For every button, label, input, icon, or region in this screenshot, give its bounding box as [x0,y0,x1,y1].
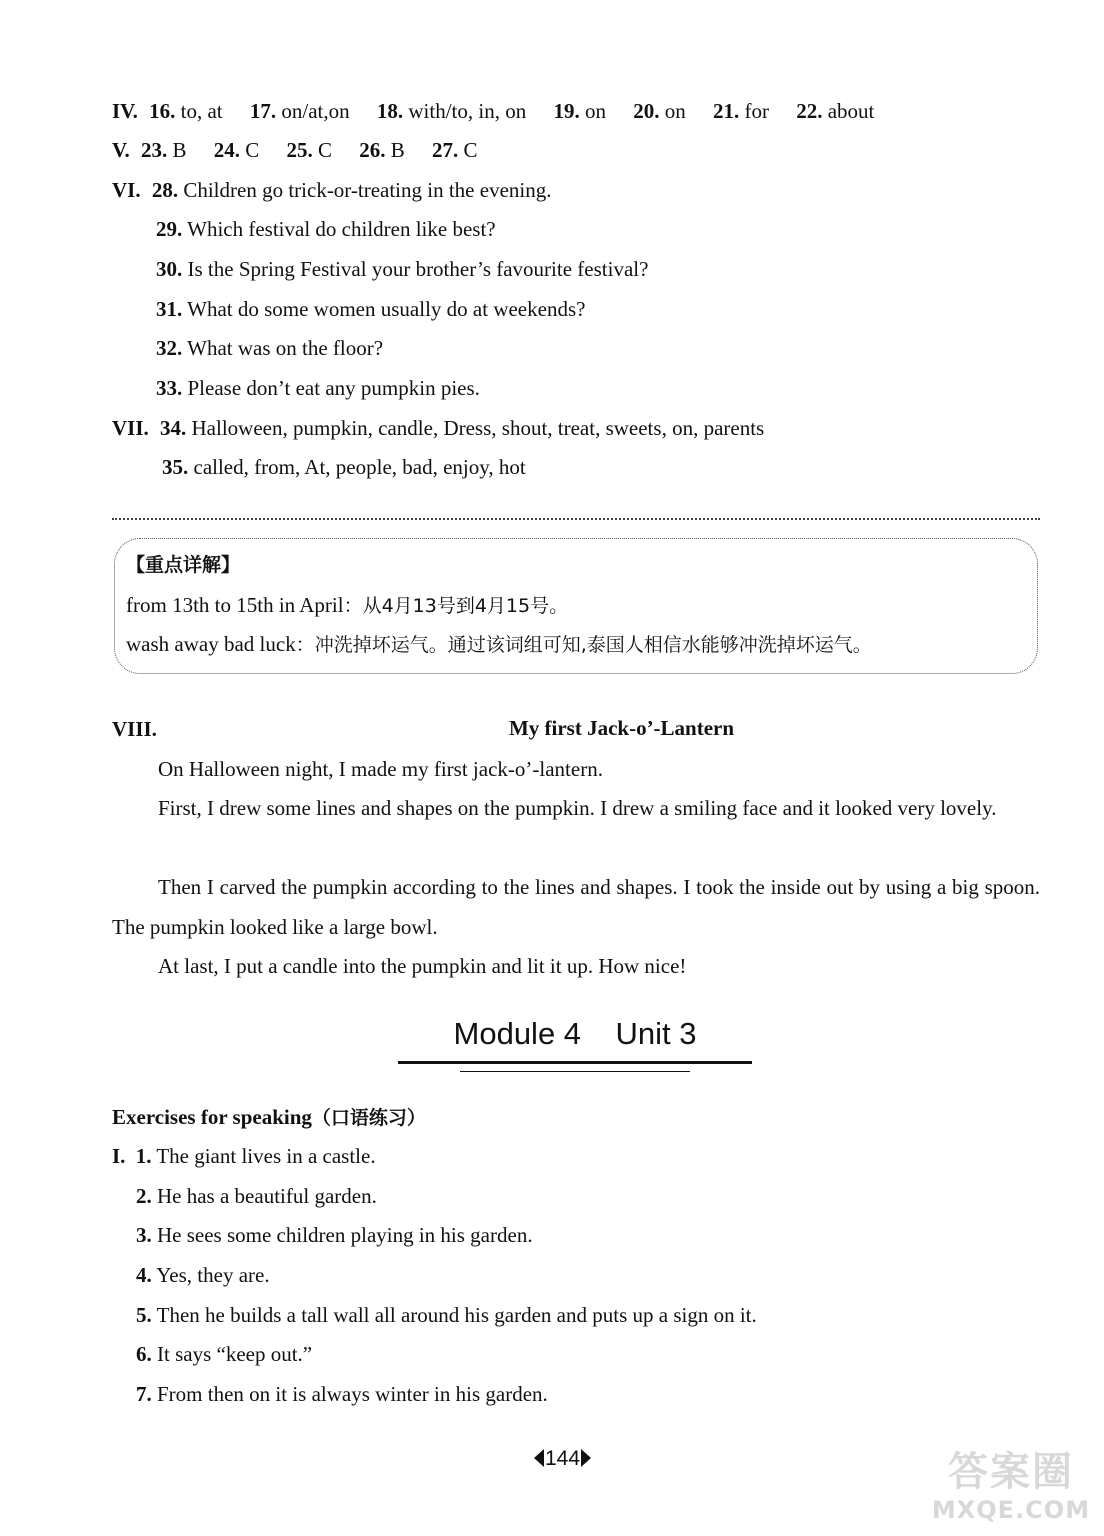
item-answer: Please don’t eat any pumpkin pies. [187,376,480,400]
section-heading [112,1104,426,1131]
item-number: 2. [136,1184,152,1208]
item-answer: He has a beautiful garden. [157,1184,377,1208]
item-answer: B [390,138,405,162]
item-number: 31. [156,297,183,321]
item-answer: called, from, At, people, bad, enjoy, hot [193,455,526,479]
item-number: 30. [156,257,183,281]
item-number: 17. [249,99,277,123]
dotted-divider [112,518,1040,520]
item-answer: From then on it is always winter in his garden. [157,1382,548,1406]
speaking-item [136,1262,270,1288]
page-number-value: 144 [545,1447,581,1470]
title-underline-thin [460,1071,690,1072]
item-number: 27. [432,138,459,162]
section-vi-item [112,177,551,203]
item-answer: C [245,138,260,162]
speaking-item [136,1341,312,1367]
watermark [926,1448,1096,1532]
item-number: 35. [162,455,189,479]
item-number: 21. [712,99,740,123]
speaking-item [136,1222,533,1248]
section-label: I. [112,1144,126,1168]
section-vi-item [156,216,496,242]
item-answer: What was on the floor? [187,336,384,360]
section-vii-item [162,454,526,480]
item-answer: Halloween, pumpkin, candle, Dress, shout, treat, sweets, on, parents [191,416,765,440]
essay-paragraph: On Halloween night, I made my first jack-o’-lantern. [158,757,603,781]
item-number: 16. [149,99,176,123]
section-label: VII. [112,416,149,440]
item-answer: He sees some children playing in his garden. [157,1223,533,1247]
essay-paragraph: First, I drew some lines and shapes on the pumpkin. I drew a smiling face and it looked very lovely. [158,796,997,820]
item-answer: to, at [180,99,223,123]
section-heading-en: Exercises for speaking [112,1105,312,1129]
essay-paragraph: At last, I put a candle into the pumpkin and lit it up. How nice! [158,954,687,978]
section-label: VIII. [112,717,157,741]
item-number: 32. [156,336,183,360]
item-answer: Children go trick-or-treating in the evening. [183,178,552,202]
item-answer: on [664,99,686,123]
speaking-item [136,1381,548,1407]
arrow-left-icon [534,1449,544,1467]
item-number: 20. [633,99,660,123]
note-phrase: from 13th to 15th in April [126,593,344,617]
section-label: IV. [112,99,138,123]
item-number: 25. [286,138,313,162]
watermark-en: MXQE.COM [931,1496,1091,1524]
section-vi-item [156,335,383,361]
note-line [126,631,872,658]
item-answer: with/to, in, on [408,99,527,123]
note-explanation: ：冲洗掉坏运气。通过该词组可知,泰国人相信水能够冲洗掉坏运气。 [295,634,872,656]
item-number: 4. [136,1263,152,1287]
note-line [126,592,568,619]
note-title: 【重点详解】 [126,554,241,576]
item-number: 34. [160,416,187,440]
item-answer: Is the Spring Festival your brother’s favourite festival? [187,257,649,281]
item-number: 33. [156,376,183,400]
speaking-item [136,1302,757,1328]
essay-title: My first Jack-o’-Lantern [508,716,735,740]
essay-paragraph: Then I carved the pumpkin according to the lines and shapes. I took the inside out by using a big spoon. The pumpkin looked like a large bowl. [112,875,1040,939]
page-number [534,1446,591,1472]
note-phrase: wash away bad luck [126,632,296,656]
item-answer: about [827,99,875,123]
item-answer: on/at,on [281,99,350,123]
section-vi-item [156,375,480,401]
arrow-right-icon [581,1449,591,1467]
section-vi-item [156,296,585,322]
item-number: 28. [151,178,179,202]
item-number: 3. [136,1223,152,1247]
item-answer: Yes, they are. [156,1263,270,1287]
item-answer: C [318,138,333,162]
item-answer: on [584,99,606,123]
title-underline [398,1061,752,1064]
item-number: 1. [135,1144,152,1168]
item-number: 5. [136,1303,152,1327]
item-number: 29. [156,217,183,241]
item-number: 19. [553,99,580,123]
item-number: 23. [140,138,168,162]
item-number: 24. [213,138,240,162]
section-iv [112,98,874,124]
section-vi-item [156,256,648,282]
section-heading-cn: （口语练习） [311,1107,426,1129]
section-v [112,137,478,163]
item-answer: C [463,138,478,162]
item-answer: for [744,99,769,123]
item-answer: What do some women usually do at weekends? [187,297,586,321]
speaking-item [136,1183,377,1209]
item-answer: The giant lives in a castle. [156,1144,376,1168]
section-vii-item [112,415,764,441]
module-title: Module 4 Unit 3 [453,1016,697,1051]
item-number: 18. [376,99,404,123]
section-label: V. [112,138,130,162]
note-explanation: ：从4月13号到4月15号。 [343,595,569,617]
speaking-item [112,1143,376,1169]
item-number: 26. [359,138,386,162]
item-answer: B [172,138,187,162]
item-answer: Then he builds a tall wall all around his garden and puts up a sign on it. [156,1303,757,1327]
item-number: 22. [796,99,823,123]
watermark-cn: 答案圈 [948,1449,1074,1495]
item-answer: Which festival do children like best? [187,217,496,241]
item-answer: It says “keep out.” [157,1342,313,1366]
item-number: 6. [136,1342,152,1366]
section-label: VI. [112,178,141,202]
item-number: 7. [136,1382,152,1406]
